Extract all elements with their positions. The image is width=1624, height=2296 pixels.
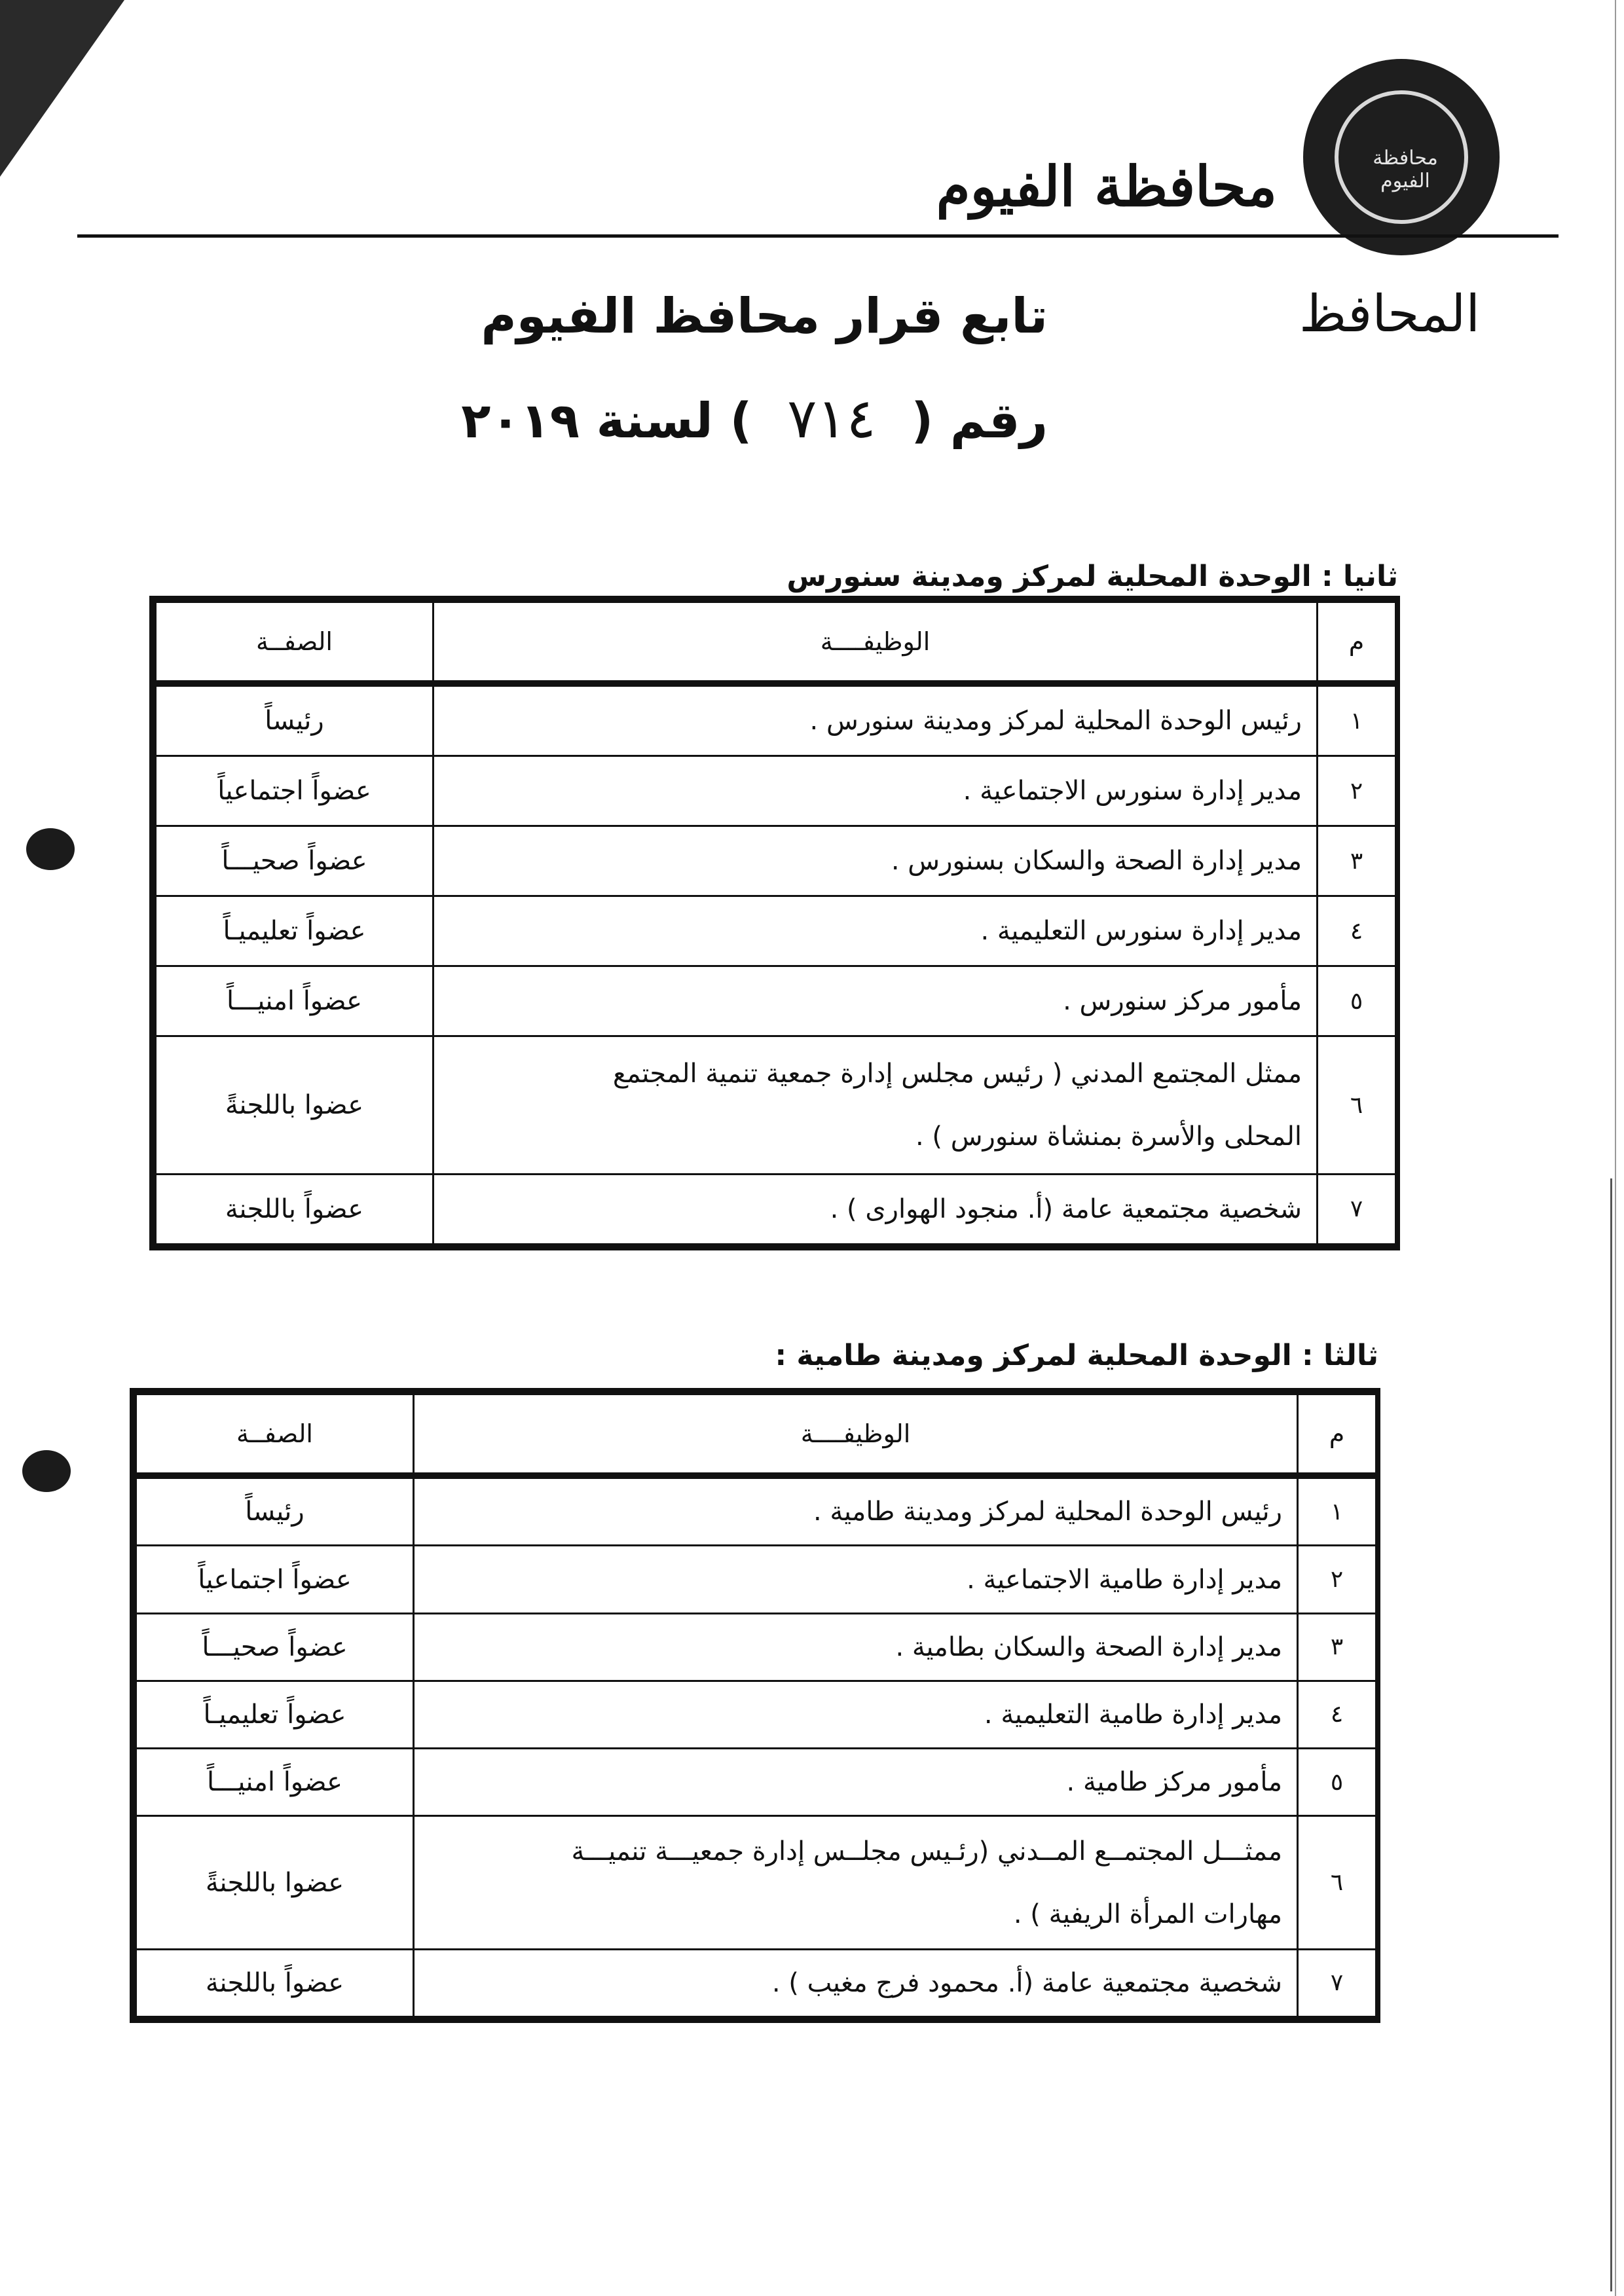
row-capacity: عضواً امنيـــاً [156,966,434,1036]
section-heading-tamiya: ثالثا : الوحدة المحلية لمركز ومدينة طامية : [775,1339,1378,1372]
row-capacity: عضواً تعليميـاً [156,896,434,966]
table-row [136,1949,1376,2016]
row-number: ٥ [1318,966,1396,1036]
punch-hole-top [26,828,75,870]
decision-number-prefix: رقم ( [911,393,1048,449]
table-row [156,756,1396,826]
row-capacity: عضواً باللجنة [136,1949,414,2016]
row-job: مدير إدارة طامية التعليمية . [414,1681,1298,1748]
logo-emblem-ring [1335,90,1468,224]
row-job-line-2: المحلى والأسرة بمنشاة سنورس ) . [915,1121,1302,1152]
row-capacity: عضواً اجتماعياً [136,1546,414,1613]
governor-label: المحافظ [1299,285,1480,344]
table-row [136,1749,1376,1816]
row-job: مأمور مركز طامية . [414,1749,1298,1816]
row-capacity: رئيساً [136,1476,414,1546]
scan-corner-shadow [0,0,124,177]
table-row [136,1681,1376,1748]
table-tamiya [130,1388,1380,2023]
row-capacity: عضوا باللجنةً [136,1816,414,1949]
row-capacity: عضواً صحيـــاً [136,1613,414,1681]
col-header-job: الوظيفــــة [414,1394,1298,1476]
table-row [136,1613,1376,1681]
row-number: ٤ [1298,1681,1376,1748]
col-header-num: م [1298,1394,1376,1476]
table-sinnuris [149,596,1400,1250]
row-capacity: عضواً صحيـــاً [156,826,434,896]
row-job-line-1: ممثـــل المجتمــع المــدني (رئـيس مجلــس إدارة جمعيـــة تنميـــة [571,1836,1282,1867]
row-number: ٦ [1298,1816,1376,1949]
row-capacity: عضواً امنيـــاً [136,1749,414,1816]
row-job: مدير إدارة طامية الاجتماعية . [414,1546,1298,1613]
table-header-row [136,1394,1376,1476]
row-job: مدير إدارة الصحة والسكان بسنورس . [434,826,1318,896]
row-job: رئيس الوحدة المحلية لمركز ومدينة سنورس . [434,683,1318,756]
row-capacity: رئيساً [156,683,434,756]
punch-hole-bottom [22,1450,71,1492]
table-row [156,1036,1396,1175]
row-job: شخصية مجتمعية عامة (أ. منجود الهوارى ) . [434,1174,1318,1244]
decision-year: ) لسنة ٢٠١٩ [461,393,752,449]
row-capacity: عضواً اجتماعياً [156,756,434,826]
header-divider [77,234,1559,238]
row-capacity: عضوا باللجنةً [156,1036,434,1175]
row-job: مأمور مركز سنورس . [434,966,1318,1036]
row-job: مدير إدارة سنورس الاجتماعية . [434,756,1318,826]
col-header-capacity: الصفــة [156,602,434,684]
table-row [156,1174,1396,1244]
col-header-job: الوظيفــــة [434,602,1318,684]
table-row [136,1546,1376,1613]
governorate-logo [1303,59,1500,255]
table-row [156,966,1396,1036]
decision-number-handwritten: ٧١٤ [787,386,876,450]
row-number: ١ [1298,1476,1376,1546]
table-header-row [156,602,1396,684]
row-job: شخصية مجتمعية عامة (أ. محمود فرج مغيب ) . [414,1949,1298,2016]
row-number: ٣ [1318,826,1396,896]
row-job-line-1: ممثل المجتمع المدني ( رئيس مجلس إدارة جمعية تنمية المجتمع [612,1059,1302,1089]
row-job: مدير إدارة سنورس التعليمية . [434,896,1318,966]
row-number: ٤ [1318,896,1396,966]
row-capacity: عضواً تعليميـاً [136,1681,414,1748]
logo-text: محافظة الفيوم [1373,147,1438,192]
row-job [434,1036,1318,1175]
row-number: ٦ [1318,1036,1396,1175]
row-number: ٧ [1318,1174,1396,1244]
row-number: ٧ [1298,1949,1376,2016]
col-header-capacity: الصفــة [136,1394,414,1476]
table-row [156,826,1396,896]
decision-title: تابع قرار محافظ الفيوم [481,288,1048,344]
table-row [156,683,1396,756]
row-job: رئيس الوحدة المحلية لمركز ومدينة طامية . [414,1476,1298,1546]
row-number: ٢ [1298,1546,1376,1613]
row-number: ١ [1318,683,1396,756]
table-row [136,1816,1376,1949]
row-number: ٢ [1318,756,1396,826]
row-job: مدير إدارة الصحة والسكان بطامية . [414,1613,1298,1681]
decision-number-line [461,386,1048,450]
table-row [156,896,1396,966]
table-row [136,1476,1376,1546]
section-heading-sinnuris: ثانيا : الوحدة المحلية لمركز ومدينة سنورس [786,560,1398,593]
scan-edge-line [1615,0,1616,2296]
row-number: ٣ [1298,1613,1376,1681]
governorate-name: محافظة الفيوم [936,154,1277,219]
row-capacity: عضواً باللجنة [156,1174,434,1244]
row-job [414,1816,1298,1949]
col-header-num: م [1318,602,1396,684]
scan-edge-line-inner [1610,1178,1612,2291]
row-job-line-2: مهارات المرأة الريفية ) . [1013,1899,1282,1929]
row-number: ٥ [1298,1749,1376,1816]
